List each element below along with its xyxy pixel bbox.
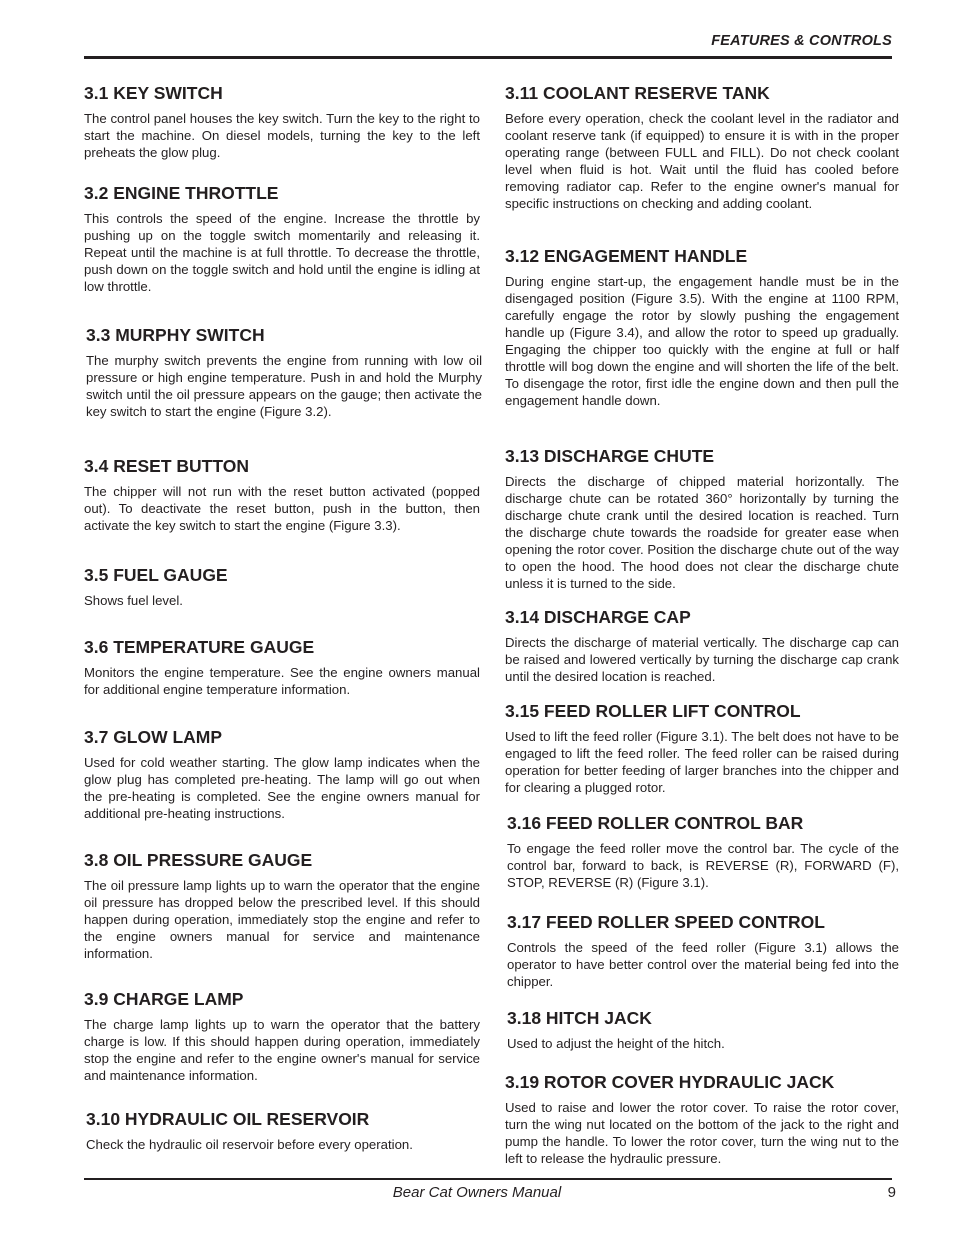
section-engine-throttle <box>84 182 480 295</box>
section-heading: 3.17 FEED ROLLER SPEED CONTROL <box>507 912 825 932</box>
section-feed-roller-lift-control <box>505 700 899 796</box>
section-body: The murphy switch prevents the engine from running with low oil pressure or high engine temperature. Push in and hold the Murphy switch until the oil pressure appears on the gauge; then activate the key switch to start the engine (Figure 3.2). <box>86 353 482 419</box>
section-body: Monitors the engine temperature. See the engine owners manual for additional engine temperature information. <box>84 665 480 697</box>
page-number: 9 <box>887 1184 896 1201</box>
section-body: Controls the speed of the feed roller (Figure 3.1) allows the operator to have better control over the material being fed into the chipper. <box>507 940 899 989</box>
section-heading: 3.13 DISCHARGE CHUTE <box>505 446 715 466</box>
section-body: This controls the speed of the engine. Increase the throttle by pushing up on the toggle switch momentarily and releasing it. Repeat until the machine is at full throttle. To decrease the throttle, push down on the toggle switch and hold until the engine is idling at low throttle. <box>84 211 480 294</box>
section-hydraulic-oil-reservoir <box>86 1108 482 1153</box>
section-body: Check the hydraulic oil reservoir before every operation. <box>86 1137 413 1152</box>
section-heading: 3.11 COOLANT RESERVE TANK <box>505 83 770 103</box>
section-charge-lamp <box>84 988 480 1084</box>
section-heading: 3.8 OIL PRESSURE GAUGE <box>84 850 313 870</box>
section-heading: 3.4 RESET BUTTON <box>84 456 249 476</box>
section-body: The charge lamp lights up to warn the operator that the battery charge is low. If this should happen during operation, immediately stop the engine and refer to the engine owner's manual for service and maintenance information. <box>84 1017 480 1083</box>
section-feed-roller-speed-control <box>507 911 899 990</box>
section-body: To engage the feed roller move the control bar. The cycle of the control bar, forward to back, is REVERSE (R), FORWARD (F), STOP, REVERSE (R) (Figure 3.1). <box>507 841 899 890</box>
section-heading: 3.6 TEMPERATURE GAUGE <box>84 637 315 657</box>
section-murphy-switch <box>86 324 482 420</box>
section-body: Directs the discharge of material vertically. The discharge cap can be raised and lowered vertically by turning the discharge cap crank until the desired location is reached. <box>505 635 899 684</box>
section-heading: 3.12 ENGAGEMENT HANDLE <box>505 246 748 266</box>
section-heading: 3.2 ENGINE THROTTLE <box>84 183 279 203</box>
section-heading: 3.15 FEED ROLLER LIFT CONTROL <box>505 701 801 721</box>
section-body: During engine start-up, the engagement handle must be in the disengaged position (Figure 3.5). With the engine at 1100 RPM, carefully engage the rotor by slowly pushing the engagement handle up (Figure 3.4), and allow the rotor to speed up gradually. Engaging the chipper too quickly with the engine at full or half throttle will bog down the engine and will shorten the life of the belt. To disengage the rotor, first idle the engine down and then pull the engagement handle down. <box>505 274 899 408</box>
section-heading: 3.7 GLOW LAMP <box>84 727 223 747</box>
section-heading: 3.10 HYDRAULIC OIL RESERVOIR <box>86 1109 370 1129</box>
section-heading: 3.9 CHARGE LAMP <box>84 989 244 1009</box>
section-body: Before every operation, check the coolant level in the radiator and coolant reserve tank (if equipped) to ensure it is with in the proper operating range (between FULL and FILL). Do not check coolant level when fluid is hot. Wait until the fluid has cooled before removing radiator cap. Refer to the engine owner's manual for specific instructions on checking and adding coolant. <box>505 111 899 211</box>
section-heading: 3.1 KEY SWITCH <box>84 83 223 103</box>
section-glow-lamp <box>84 726 480 822</box>
section-discharge-cap <box>505 606 899 685</box>
section-body: Used to raise and lower the rotor cover. To raise the rotor cover, turn the wing nut located on the bottom of the jack to the right and pump the handle. To lower the rotor cover, turn the wing nut to the left to release the hydraulic pressure. <box>505 1100 899 1166</box>
section-heading: 3.3 MURPHY SWITCH <box>86 325 265 345</box>
section-body: Used to lift the feed roller (Figure 3.1). The belt does not have to be engaged to lift the feed roller. The feed roller can be raised during operation for better feeding of larger branches into the chipper and for clearing a plugged rotor. <box>505 729 899 795</box>
section-coolant-reserve-tank <box>505 82 899 212</box>
footer-rule <box>84 1178 892 1180</box>
section-temperature-gauge <box>84 636 480 698</box>
section-rotor-cover-hydraulic-jack <box>505 1071 899 1167</box>
section-heading: 3.16 FEED ROLLER CONTROL BAR <box>507 813 804 833</box>
running-header: FEATURES & CONTROLS <box>711 33 892 49</box>
section-body: The chipper will not run with the reset button activated (popped out). To deactivate the reset button, push in the button, then activate the key switch to start the engine (Figure 3.3). <box>84 484 480 533</box>
section-oil-pressure-gauge <box>84 849 480 962</box>
section-heading: 3.18 HITCH JACK <box>507 1008 652 1028</box>
section-heading: 3.19 ROTOR COVER HYDRAULIC JACK <box>505 1072 835 1092</box>
section-body: Shows fuel level. <box>84 593 183 608</box>
section-hitch-jack <box>507 1007 899 1052</box>
footer-title: Bear Cat Owners Manual <box>392 1184 562 1201</box>
section-fuel-gauge <box>84 564 480 609</box>
section-body: Used for cold weather starting. The glow lamp indicates when the glow plug has completed pre-heating. The lamp will go out when the pre-heating is completed. See the engine owners manual for additional pre-heating instructions. <box>84 755 480 821</box>
section-heading: 3.5 FUEL GAUGE <box>84 565 228 585</box>
section-engagement-handle <box>505 245 899 409</box>
header-rule <box>84 56 892 59</box>
section-body: Used to adjust the height of the hitch. <box>507 1036 725 1051</box>
section-body: Directs the discharge of chipped material horizontally. The discharge chute can be rotated 360° horizontally by turning the discharge chute crank until the desired location is reached. Turn the discharge chute towards the roadside for greater ease when opening the rotor cover. Position the discharge chute out of the way to open the hood. The hood does not clear the discharge chute unless it is turned to the side. <box>505 474 899 591</box>
section-reset-button <box>84 455 480 534</box>
section-heading: 3.14 DISCHARGE CAP <box>505 607 691 627</box>
section-body: The oil pressure lamp lights up to warn the operator that the engine oil pressure has dropped below the prescribed level. If this should happen during operation, immediately stop the engine and refer to the engine owners manual for service and maintenance information. <box>84 878 480 961</box>
section-discharge-chute <box>505 445 899 592</box>
section-body: The control panel houses the key switch. Turn the key to the right to start the machine. On diesel models, turning the key to the left preheats the glow plug. <box>84 111 480 160</box>
section-key-switch <box>84 82 480 161</box>
section-feed-roller-control-bar <box>507 812 899 891</box>
